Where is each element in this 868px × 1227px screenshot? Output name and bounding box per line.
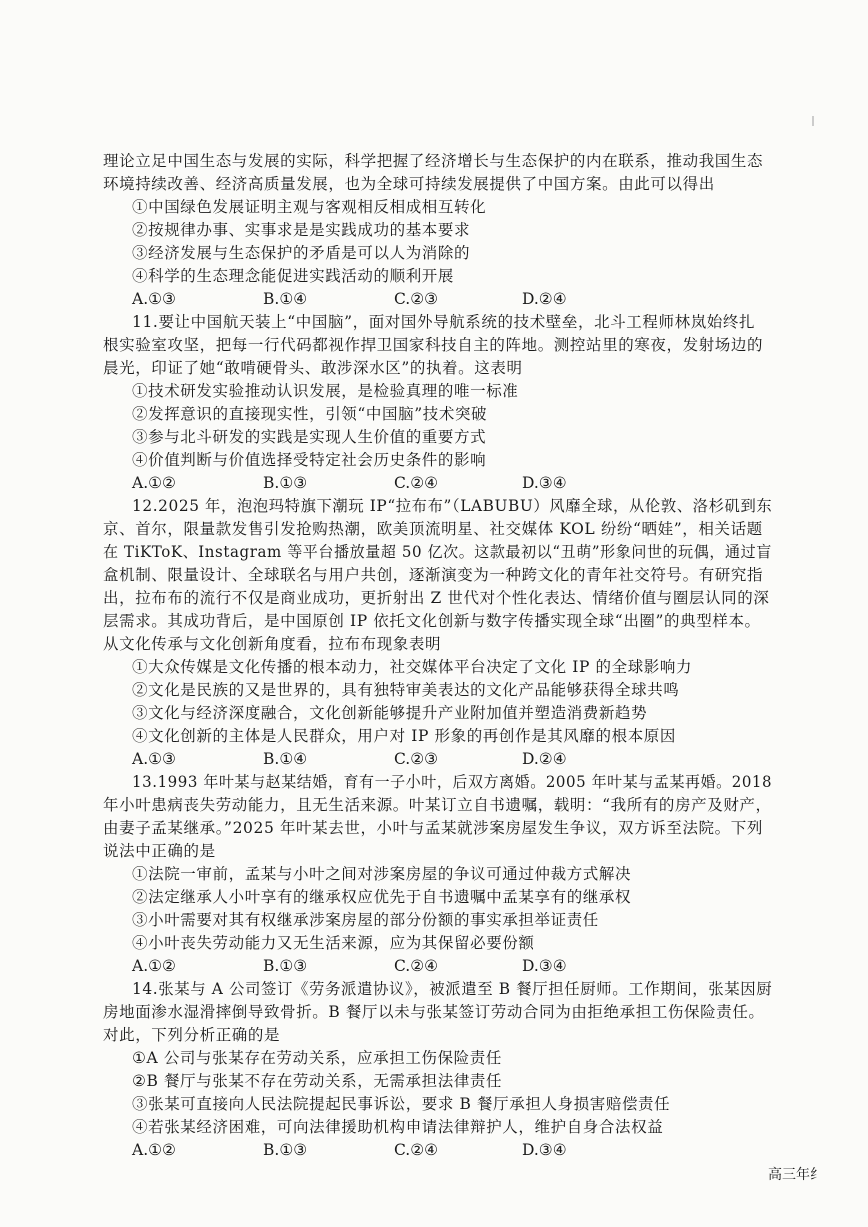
option-b: B.①③ xyxy=(263,474,308,492)
statement-item: ②按规律办事、实事求是是实践成功的基本要求 xyxy=(132,221,471,239)
question-stem-line: 层需求。其成功背后，是中国原创 IP 依托文化创新与数字传播实现全球“出圈”的典型样本。 xyxy=(103,612,761,630)
statement-item: ③经济发展与生态保护的矛盾是可以人为消除的 xyxy=(132,244,471,262)
option-a: A.①③ xyxy=(132,750,176,768)
option-d: D.③④ xyxy=(522,474,567,492)
question-stem-line: 京、首尔，限量款发售引发抢购热潮，欧美顶流明星、社交媒体 KOL 纷纷“晒娃”，相关话题 xyxy=(103,520,763,538)
statement-item: ④价值判断与价值选择受特定社会历史条件的影响 xyxy=(132,451,487,469)
question-stem-line: 11.要让中国航天装上“中国脑”，面对国外导航系统的技术壁垒，北斗工程师林岚始终扎 xyxy=(132,313,756,331)
question-stem-line: 对此，下列分析正确的是 xyxy=(103,1026,281,1044)
option-c: C.②④ xyxy=(394,474,439,492)
question-stem-line: 14.张某与 A 公司签订《劳务派遣协议》，被派遣至 B 餐厅担任厨师。工作期间，张某因厨 xyxy=(132,980,773,998)
question-stem-line: 房地面渗水湿滑摔倒导致骨折。B 餐厅以未与张某签订劳动合同为由拒绝承担工伤保险责任。 xyxy=(103,1003,765,1021)
statement-item: ③参与北斗研发的实践是实现人生价值的重要方式 xyxy=(132,428,487,446)
option-c: C.②③ xyxy=(394,750,439,768)
question-stem-line: 盒机制、限量设计、全球联名与用户共创，逐渐演变为一种跨文化的青年社交符号。有研究指 xyxy=(103,566,764,584)
statement-item: ②发挥意识的直接现实性，引领“中国脑”技术突破 xyxy=(132,405,488,423)
option-b: B.①④ xyxy=(263,290,308,308)
statement-item: ②法定继承人小叶享有的继承权应优先于自书遗嘱中孟某享有的继承权 xyxy=(132,888,632,906)
question-stem-line: 出，拉布布的流行不仅是商业成功，更折射出 Z 世代对个性化表达、情绪价值与圈层认同的深 xyxy=(103,589,770,607)
question-stem-line: 年小叶患病丧失劳动能力，且无生活来源。叶某订立自书遗嘱，载明：“我所有的房产及财产， xyxy=(103,796,772,814)
option-a: A.①③ xyxy=(132,290,176,308)
scan-mark xyxy=(812,116,814,126)
option-b: B.①③ xyxy=(263,957,308,975)
question-stem-line: 从文化传承与文化创新角度看，拉布布现象表明 xyxy=(103,635,442,653)
statement-item: ②B 餐厅与张某不存在劳动关系，无需承担法律责任 xyxy=(132,1072,503,1090)
statement-item: ④若张某经济困难，可向法律援助机构申请法律辩护人，维护自身合法权益 xyxy=(132,1118,664,1136)
option-a: A.①② xyxy=(132,1141,176,1159)
option-d: D.③④ xyxy=(522,1141,567,1159)
statement-item: ①技术研发实验推动认识发展，是检验真理的唯一标准 xyxy=(132,382,519,400)
option-b: B.①④ xyxy=(263,750,308,768)
statement-item: ①中国绿色发展证明主观与客观相反相成相互转化 xyxy=(132,198,487,216)
statement-item: ③文化与经济深度融合，文化创新能够提升产业附加值并塑造消费新趋势 xyxy=(132,704,648,722)
option-a: A.①② xyxy=(132,957,176,975)
statement-item: ①A 公司与张某存在劳动关系，应承担工伤保险责任 xyxy=(132,1049,502,1067)
option-d: D.②④ xyxy=(522,290,567,308)
question-stem-line: 晨光，印证了她“敢啃硬骨头、敢涉深水区”的执着。这表明 xyxy=(103,359,523,377)
statement-item: ①大众传媒是文化传播的根本动力，社交媒体平台决定了文化 IP 的全球影响力 xyxy=(132,658,693,676)
statement-item: ①法院一审前，孟某与小叶之间对涉案房屋的争议可通过仲裁方式解决 xyxy=(132,865,632,883)
statement-item: ④小叶丧失劳动能力又无生活来源，应为其保留必要份额 xyxy=(132,934,535,952)
statement-item: ③小叶需要对其有权继承涉案房屋的部分份额的事实承担举证责任 xyxy=(132,911,599,929)
question-stem-line: 环境持续改善、经济高质量发展，也为全球可持续发展提供了中国方案。由此可以得出 xyxy=(103,175,715,193)
question-stem-line: 由妻子孟某继承。”2025 年叶某去世，小叶与孟某就涉案房屋发生争议，双方诉至法院。下列 xyxy=(103,819,763,837)
statement-item: ③张某可直接向人民法院提起民事诉讼，要求 B 餐厅承担人身损害赔偿责任 xyxy=(132,1095,671,1113)
option-b: B.①③ xyxy=(263,1141,308,1159)
option-d: D.③④ xyxy=(522,957,567,975)
statement-item: ④科学的生态理念能促进实践活动的顺利开展 xyxy=(132,267,455,285)
question-stem-line: 在 TiKToK、Instagram 等平台播放量超 50 亿次。这款最初以“丑萌”形象问世的玩偶，通过盲 xyxy=(103,543,772,561)
option-a: A.①② xyxy=(132,474,176,492)
question-stem-line: 13.1993 年叶某与赵某结婚，育有一子小叶，后双方离婚。2005 年叶某与孟某再婚。2018 xyxy=(132,773,773,791)
statement-item: ②文化是民族的又是世界的，具有独特审美表达的文化产品能够获得全球共鸣 xyxy=(132,681,680,699)
page-footer: 高三年纟 xyxy=(768,1167,824,1183)
question-stem-line: 根实验室攻坚，把每一行代码都视作捍卫国家科技自主的阵地。测控站里的寒夜，发射场边的 xyxy=(103,336,764,354)
option-c: C.②④ xyxy=(394,1141,439,1159)
question-stem-line: 说法中正确的是 xyxy=(103,842,216,860)
option-c: C.②④ xyxy=(394,957,439,975)
question-stem-line: 理论立足中国生态与发展的实际，科学把握了经济增长与生态保护的内在联系，推动我国生态 xyxy=(103,152,764,170)
statement-item: ④文化创新的主体是人民群众，用户对 IP 形象的再创作是其风靡的根本原因 xyxy=(132,727,677,745)
question-stem-line: 12.2025 年，泡泡玛特旗下潮玩 IP“拉布布”（LABUBU）风靡全球，从伦敦、洛杉矶到东 xyxy=(132,497,773,515)
option-d: D.②④ xyxy=(522,750,567,768)
option-c: C.②③ xyxy=(394,290,439,308)
